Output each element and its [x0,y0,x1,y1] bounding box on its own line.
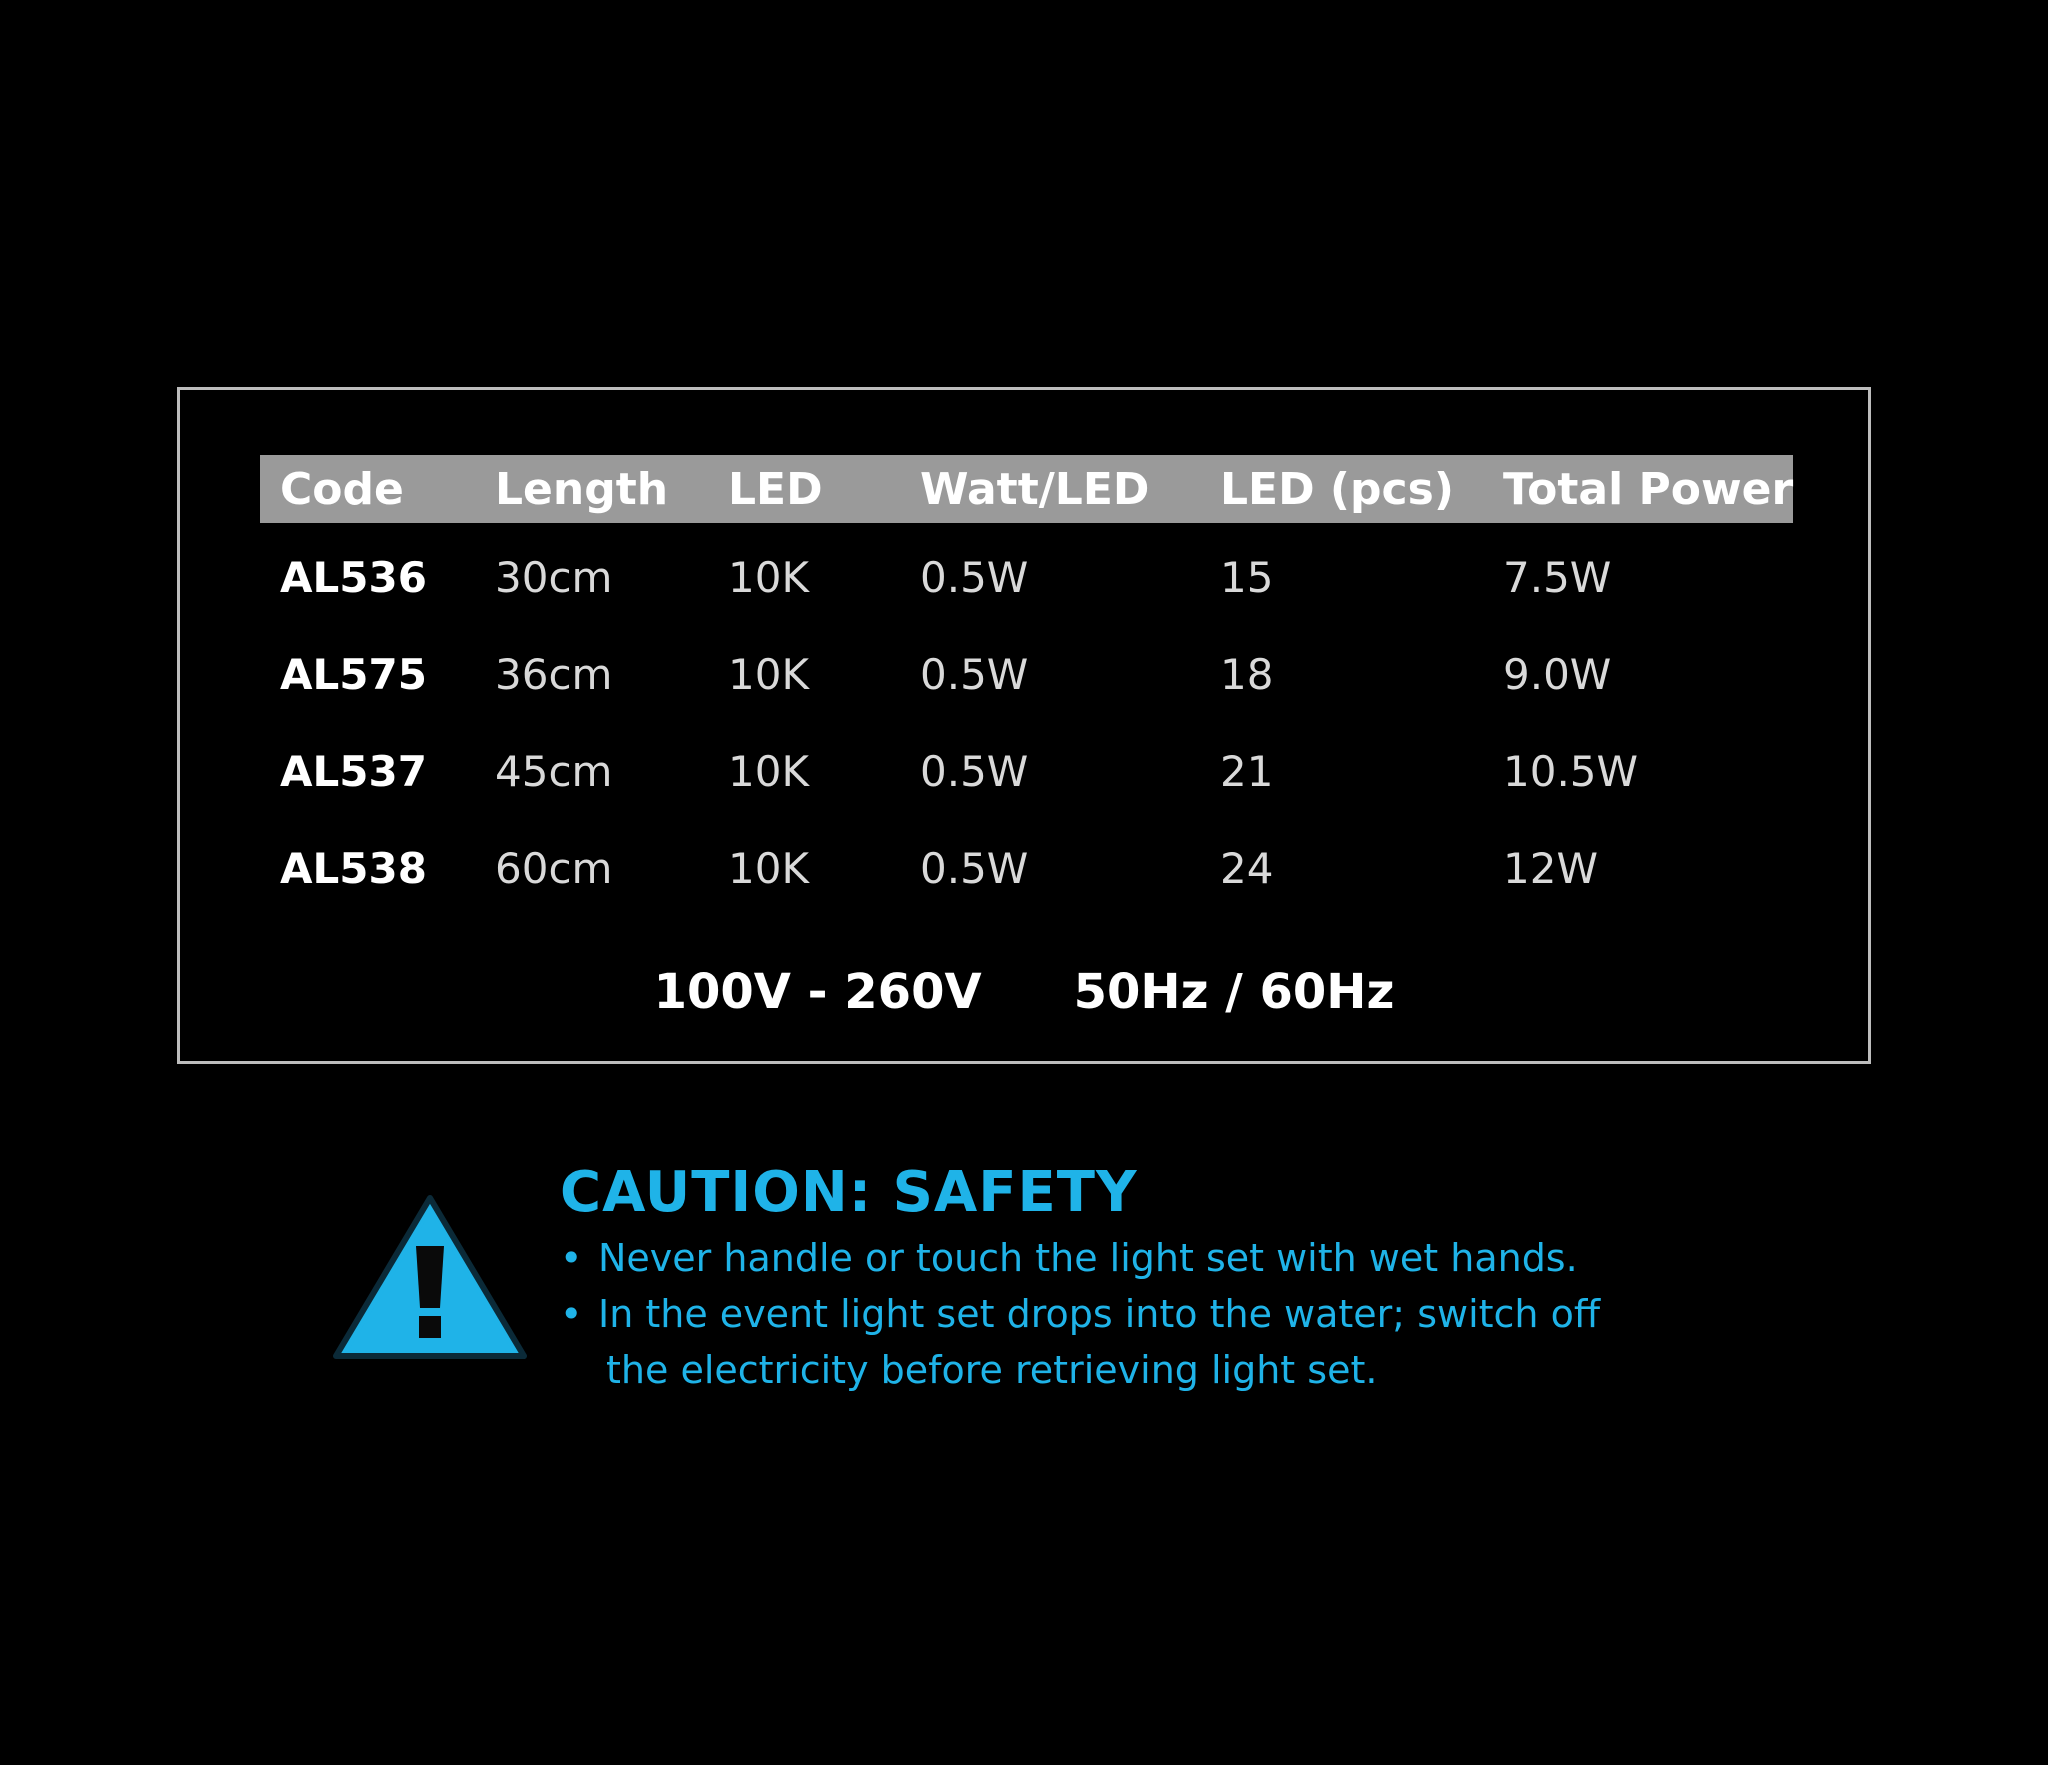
spec-panel [177,387,1871,1064]
caution-item-continuation: the electricity before retrieving light set. [606,1348,1378,1392]
header-length: Length [475,455,708,523]
cell-length: 30cm [495,553,613,602]
cell-length: 45cm [495,747,613,796]
cell-watt-per-led: 0.5W [920,553,1029,602]
voltage-range: 100V - 260V [653,964,982,1020]
table-row [260,723,1793,820]
power-spec-line [180,964,1868,1020]
header-led: LED [708,455,900,523]
cell-code: AL536 [280,553,427,602]
cell-length: 36cm [495,650,613,699]
table-row [260,523,1793,626]
caution-item: • Never handle or touch the light set with wet hands. [560,1230,1600,1286]
cell-led-pcs: 15 [1220,553,1274,602]
frequency-range: 50Hz / 60Hz [1073,964,1395,1020]
header-code: Code [260,455,475,523]
cell-led-pcs: 18 [1220,650,1274,699]
spec-table [260,455,1793,917]
table-row [260,820,1793,917]
cell-watt-per-led: 0.5W [920,650,1029,699]
cell-watt-per-led: 0.5W [920,844,1029,893]
header-led-pcs: LED (pcs) [1200,455,1483,523]
table-row [260,626,1793,723]
cell-watt-per-led: 0.5W [920,747,1029,796]
cell-total-power: 7.5W [1503,553,1612,602]
cell-length: 60cm [495,844,613,893]
header-total-power: Total Power [1483,455,1793,523]
cell-led: 10K [728,747,809,796]
cell-led: 10K [728,650,809,699]
caution-section [330,1160,1780,1400]
cell-led-pcs: 21 [1220,747,1274,796]
cell-code: AL537 [280,747,427,796]
cell-code: AL538 [280,844,427,893]
cell-led: 10K [728,553,809,602]
table-header-row [260,455,1793,523]
cell-total-power: 9.0W [1503,650,1612,699]
caution-list [560,1230,1600,1398]
caution-title: CAUTION: SAFETY [560,1160,1138,1225]
cell-total-power: 12W [1503,844,1598,893]
warning-triangle-icon [330,1190,530,1370]
cell-led: 10K [728,844,809,893]
caution-item: • In the event light set drops into the water; switch off [560,1286,1600,1342]
header-watt-per-led: Watt/LED [900,455,1200,523]
cell-total-power: 10.5W [1503,747,1639,796]
cell-code: AL575 [280,650,427,699]
cell-led-pcs: 24 [1220,844,1274,893]
